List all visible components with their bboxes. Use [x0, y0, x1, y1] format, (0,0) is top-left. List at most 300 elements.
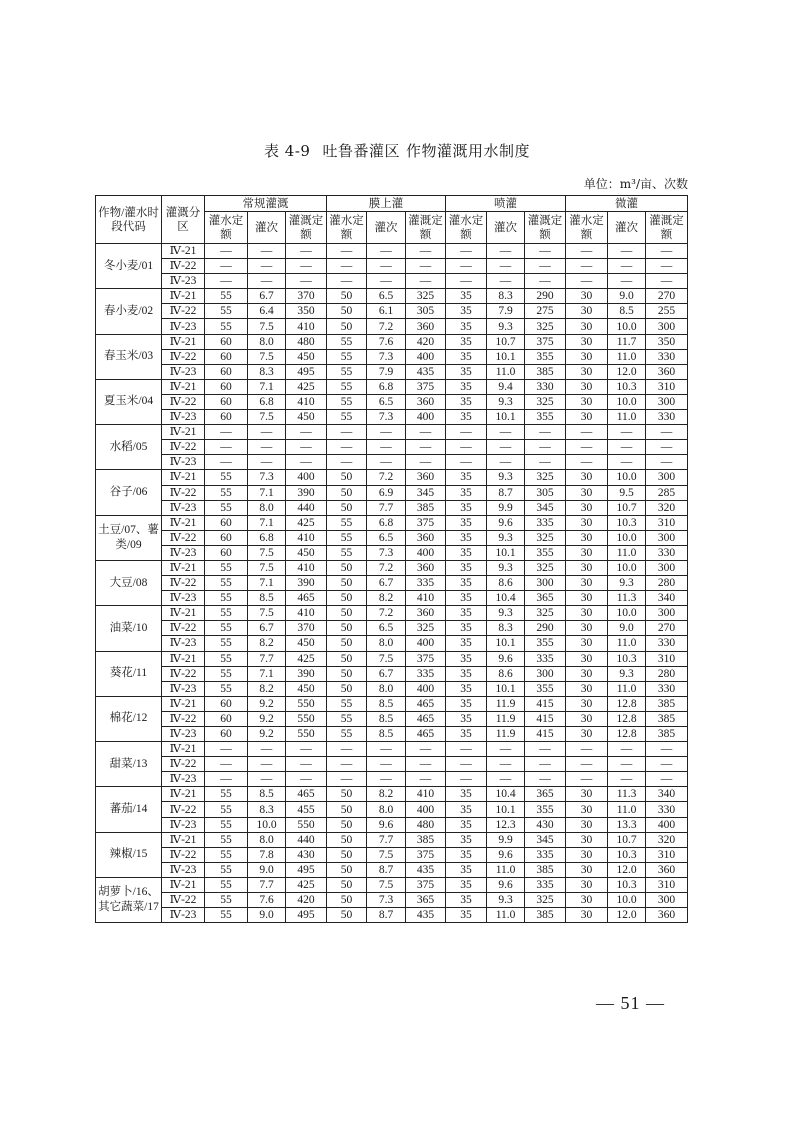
value-cell: 35 [446, 787, 487, 802]
value-cell: — [646, 742, 688, 757]
value-cell: 480 [286, 334, 327, 349]
value-cell: 50 [327, 651, 367, 666]
zone-cell: Ⅳ-21 [162, 606, 205, 621]
value-cell: 355 [525, 545, 566, 560]
value-cell: — [327, 440, 367, 455]
value-cell: 10.7 [608, 500, 646, 515]
sub-header-cell: 灌水定额 [446, 212, 487, 244]
value-cell: 55 [205, 304, 248, 319]
method-header: 微灌 [566, 196, 688, 212]
table-row [96, 802, 688, 817]
value-cell: 450 [286, 681, 327, 696]
value-cell: 35 [446, 908, 487, 923]
value-cell: 35 [446, 304, 487, 319]
value-cell: — [286, 772, 327, 787]
value-cell: 55 [327, 727, 367, 742]
value-cell: — [487, 274, 525, 289]
zone-cell: Ⅳ-22 [162, 802, 205, 817]
value-cell: 8.6 [487, 666, 525, 681]
zone-cell: Ⅳ-23 [162, 862, 205, 877]
value-cell: 30 [566, 304, 608, 319]
value-cell: — [205, 274, 248, 289]
value-cell: 35 [446, 621, 487, 636]
value-cell: 345 [525, 832, 566, 847]
value-cell: 310 [646, 379, 688, 394]
table-header [96, 196, 688, 244]
value-cell: 9.9 [487, 500, 525, 515]
zone-cell: Ⅳ-23 [162, 319, 205, 334]
value-cell: — [525, 274, 566, 289]
value-cell: 55 [205, 862, 248, 877]
value-cell: — [205, 440, 248, 455]
table-row [96, 470, 688, 485]
zone-cell: Ⅳ-21 [162, 334, 205, 349]
value-cell: — [566, 244, 608, 259]
value-cell: 55 [327, 379, 367, 394]
value-cell: — [367, 757, 406, 772]
value-cell: 50 [327, 470, 367, 485]
value-cell: 335 [525, 847, 566, 862]
value-cell: 30 [566, 621, 608, 636]
value-cell: 35 [446, 394, 487, 409]
value-cell: — [446, 455, 487, 470]
value-cell: 385 [406, 832, 446, 847]
value-cell: 8.2 [367, 787, 406, 802]
value-cell: — [248, 742, 286, 757]
value-cell: 55 [205, 470, 248, 485]
table-row [96, 244, 688, 259]
table-row [96, 289, 688, 304]
value-cell: 55 [205, 666, 248, 681]
value-cell: 10.0 [608, 470, 646, 485]
value-cell: 30 [566, 681, 608, 696]
table-row [96, 455, 688, 470]
zone-cell: Ⅳ-23 [162, 681, 205, 696]
value-cell: 6.7 [248, 621, 286, 636]
zone-cell: Ⅳ-21 [162, 425, 205, 440]
value-cell: 375 [406, 877, 446, 892]
value-cell: 60 [205, 334, 248, 349]
value-cell: 415 [525, 696, 566, 711]
value-cell: 12.0 [608, 908, 646, 923]
value-cell: — [248, 244, 286, 259]
sub-header-cell: 灌次 [608, 212, 646, 244]
table-row [96, 560, 688, 575]
value-cell: 7.7 [367, 500, 406, 515]
value-cell: 450 [286, 349, 327, 364]
sub-header-cell: 灌水定额 [327, 212, 367, 244]
value-cell: 9.5 [608, 485, 646, 500]
value-cell: — [205, 455, 248, 470]
value-cell: 11.0 [608, 681, 646, 696]
value-cell: 55 [205, 289, 248, 304]
value-cell: — [406, 274, 446, 289]
value-cell: 350 [286, 304, 327, 319]
value-cell: — [327, 742, 367, 757]
zone-cell: Ⅳ-21 [162, 651, 205, 666]
value-cell: — [367, 274, 406, 289]
value-cell: 11.3 [608, 591, 646, 606]
value-cell: 50 [327, 636, 367, 651]
value-cell: — [566, 455, 608, 470]
value-cell: 365 [525, 591, 566, 606]
value-cell: 370 [286, 621, 327, 636]
value-cell: 55 [205, 877, 248, 892]
value-cell: 10.3 [608, 847, 646, 862]
value-cell: — [248, 757, 286, 772]
value-cell: 9.3 [487, 530, 525, 545]
value-cell: 325 [406, 621, 446, 636]
value-cell: — [286, 742, 327, 757]
value-cell: 360 [646, 862, 688, 877]
value-cell: 285 [646, 485, 688, 500]
zone-cell: Ⅳ-22 [162, 394, 205, 409]
value-cell: 60 [205, 711, 248, 726]
value-cell: 300 [646, 606, 688, 621]
value-cell: 310 [646, 515, 688, 530]
value-cell: 55 [327, 696, 367, 711]
value-cell: — [608, 440, 646, 455]
value-cell: 9.3 [487, 394, 525, 409]
value-cell: 9.3 [487, 560, 525, 575]
value-cell: 450 [286, 636, 327, 651]
value-cell: — [566, 742, 608, 757]
value-cell: 435 [406, 364, 446, 379]
value-cell: 50 [327, 877, 367, 892]
value-cell: 8.5 [367, 727, 406, 742]
table-row [96, 636, 688, 651]
value-cell: 450 [286, 410, 327, 425]
value-cell: 30 [566, 379, 608, 394]
value-cell: 425 [286, 515, 327, 530]
value-cell: 9.3 [487, 319, 525, 334]
value-cell: 495 [286, 908, 327, 923]
value-cell: — [646, 455, 688, 470]
value-cell: — [646, 757, 688, 772]
value-cell: 30 [566, 394, 608, 409]
value-cell: 9.6 [487, 847, 525, 862]
value-cell: 8.7 [367, 908, 406, 923]
value-cell: 8.7 [367, 862, 406, 877]
value-cell: 325 [406, 289, 446, 304]
value-cell: — [487, 440, 525, 455]
value-cell: 9.2 [248, 696, 286, 711]
value-cell: 11.0 [608, 349, 646, 364]
value-cell: 400 [406, 802, 446, 817]
value-cell: 30 [566, 515, 608, 530]
value-cell: 7.5 [367, 877, 406, 892]
value-cell: 35 [446, 364, 487, 379]
value-cell: 365 [525, 787, 566, 802]
value-cell: — [487, 757, 525, 772]
value-cell: 300 [525, 666, 566, 681]
value-cell: 30 [566, 666, 608, 681]
value-cell: — [566, 425, 608, 440]
value-cell: 35 [446, 560, 487, 575]
table-row [96, 606, 688, 621]
value-cell: 325 [525, 530, 566, 545]
value-cell: — [286, 425, 327, 440]
value-cell: 6.8 [367, 515, 406, 530]
value-cell: — [646, 244, 688, 259]
value-cell: 330 [646, 636, 688, 651]
value-cell: — [286, 244, 327, 259]
table-row [96, 334, 688, 349]
value-cell: — [525, 440, 566, 455]
value-cell: 7.5 [248, 349, 286, 364]
value-cell: — [566, 440, 608, 455]
value-cell: — [487, 742, 525, 757]
zone-cell: Ⅳ-22 [162, 847, 205, 862]
value-cell: 60 [205, 696, 248, 711]
value-cell: 35 [446, 515, 487, 530]
value-cell: — [406, 440, 446, 455]
value-cell: 8.5 [367, 711, 406, 726]
value-cell: 330 [646, 349, 688, 364]
zone-column-header: 灌溉分区 [162, 196, 205, 244]
value-cell: 10.0 [608, 530, 646, 545]
value-cell: 60 [205, 394, 248, 409]
zone-cell: Ⅳ-21 [162, 289, 205, 304]
value-cell: — [608, 455, 646, 470]
value-cell: 8.0 [367, 636, 406, 651]
value-cell: 11.0 [608, 410, 646, 425]
value-cell: 310 [646, 651, 688, 666]
value-cell: 30 [566, 289, 608, 304]
value-cell: 320 [646, 500, 688, 515]
value-cell: — [646, 440, 688, 455]
unit-label: 单位：m³/亩、次数 [583, 177, 688, 191]
value-cell: 325 [525, 470, 566, 485]
value-cell: — [446, 244, 487, 259]
value-cell: — [608, 259, 646, 274]
value-cell: — [406, 742, 446, 757]
value-cell: — [327, 455, 367, 470]
value-cell: 8.0 [367, 802, 406, 817]
table-row [96, 379, 688, 394]
value-cell: — [327, 757, 367, 772]
value-cell: 35 [446, 893, 487, 908]
value-cell: 55 [205, 681, 248, 696]
value-cell: — [286, 440, 327, 455]
value-cell: 55 [327, 515, 367, 530]
value-cell: 9.6 [487, 651, 525, 666]
value-cell: 325 [525, 319, 566, 334]
value-cell: 55 [205, 606, 248, 621]
value-cell: — [646, 772, 688, 787]
value-cell: 550 [286, 817, 327, 832]
table-row [96, 440, 688, 455]
value-cell: 30 [566, 727, 608, 742]
value-cell: 550 [286, 696, 327, 711]
value-cell: — [286, 757, 327, 772]
value-cell: 35 [446, 877, 487, 892]
table-row [96, 304, 688, 319]
value-cell: — [566, 757, 608, 772]
value-cell: 7.5 [367, 847, 406, 862]
value-cell: — [487, 772, 525, 787]
crop-name-cell: 油菜/10 [96, 606, 162, 651]
value-cell: 385 [646, 727, 688, 742]
value-cell: — [525, 455, 566, 470]
value-cell: 410 [406, 591, 446, 606]
value-cell: 300 [646, 394, 688, 409]
value-cell: 6.8 [367, 379, 406, 394]
value-cell: 300 [525, 576, 566, 591]
value-cell: 355 [525, 349, 566, 364]
value-cell: 8.6 [487, 576, 525, 591]
value-cell: 50 [327, 319, 367, 334]
table-row [96, 666, 688, 681]
value-cell: 50 [327, 289, 367, 304]
crop-name-cell: 土豆/07、薯类/09 [96, 515, 162, 560]
table-region: 吐鲁番灌区 [322, 142, 400, 160]
value-cell: 12.8 [608, 727, 646, 742]
value-cell: 400 [406, 349, 446, 364]
table-number: 表 4-9 [264, 142, 311, 160]
value-cell: 290 [525, 289, 566, 304]
value-cell: 465 [286, 591, 327, 606]
value-cell: 385 [525, 364, 566, 379]
value-cell: — [525, 244, 566, 259]
value-cell: 55 [205, 847, 248, 862]
value-cell: 55 [205, 500, 248, 515]
value-cell: 30 [566, 560, 608, 575]
value-cell: — [327, 274, 367, 289]
zone-cell: Ⅳ-21 [162, 787, 205, 802]
value-cell: 30 [566, 334, 608, 349]
value-cell: 410 [286, 560, 327, 575]
value-cell: — [446, 440, 487, 455]
value-cell: 340 [646, 591, 688, 606]
value-cell: 10.1 [487, 802, 525, 817]
value-cell: 60 [205, 349, 248, 364]
table-row [96, 485, 688, 500]
value-cell: — [608, 244, 646, 259]
value-cell: 8.0 [367, 681, 406, 696]
value-cell: 10.1 [487, 681, 525, 696]
value-cell: 10.3 [608, 651, 646, 666]
sub-header-cell: 灌溉定额 [286, 212, 327, 244]
value-cell: 35 [446, 289, 487, 304]
value-cell: — [566, 274, 608, 289]
value-cell: 30 [566, 711, 608, 726]
sub-header-cell: 灌次 [248, 212, 286, 244]
value-cell: 6.8 [248, 530, 286, 545]
zone-cell: Ⅳ-22 [162, 304, 205, 319]
table-row [96, 651, 688, 666]
value-cell: — [367, 425, 406, 440]
value-cell: 320 [646, 832, 688, 847]
value-cell: 7.5 [248, 410, 286, 425]
zone-cell: Ⅳ-21 [162, 244, 205, 259]
value-cell: — [525, 772, 566, 787]
value-cell: 415 [525, 711, 566, 726]
zone-cell: Ⅳ-21 [162, 560, 205, 575]
zone-cell: Ⅳ-21 [162, 696, 205, 711]
value-cell: 35 [446, 832, 487, 847]
value-cell: 10.0 [248, 817, 286, 832]
table-row [96, 727, 688, 742]
value-cell: 50 [327, 500, 367, 515]
value-cell: — [566, 772, 608, 787]
value-cell: 50 [327, 591, 367, 606]
value-cell: 430 [286, 847, 327, 862]
value-cell: 7.3 [367, 410, 406, 425]
value-cell: 10.3 [608, 379, 646, 394]
value-cell: 400 [406, 410, 446, 425]
value-cell: — [646, 259, 688, 274]
crop-name-cell: 蕃茄/14 [96, 787, 162, 832]
value-cell: 30 [566, 349, 608, 364]
zone-cell: Ⅳ-21 [162, 742, 205, 757]
crop-name-cell: 大豆/08 [96, 560, 162, 605]
value-cell: — [205, 244, 248, 259]
table-title [0, 140, 794, 161]
crop-name-cell: 夏玉米/04 [96, 379, 162, 424]
value-cell: 6.7 [367, 666, 406, 681]
value-cell: 385 [525, 908, 566, 923]
value-cell: 9.6 [367, 817, 406, 832]
value-cell: 55 [205, 893, 248, 908]
table-row [96, 394, 688, 409]
value-cell: 11.0 [487, 908, 525, 923]
value-cell: 7.6 [367, 334, 406, 349]
value-cell: 390 [286, 576, 327, 591]
value-cell: 30 [566, 576, 608, 591]
value-cell: 12.8 [608, 696, 646, 711]
value-cell: 6.7 [248, 289, 286, 304]
value-cell: 410 [286, 319, 327, 334]
sub-header-cell: 灌溉定额 [406, 212, 446, 244]
zone-cell: Ⅳ-22 [162, 666, 205, 681]
crop-name-cell: 辣椒/15 [96, 832, 162, 877]
table-row [96, 817, 688, 832]
value-cell: 55 [205, 319, 248, 334]
value-cell: — [608, 425, 646, 440]
value-cell: 9.6 [487, 877, 525, 892]
value-cell: 8.5 [608, 304, 646, 319]
value-cell: 400 [406, 545, 446, 560]
value-cell: 35 [446, 802, 487, 817]
value-cell: 455 [286, 802, 327, 817]
value-cell: 390 [286, 485, 327, 500]
value-cell: 30 [566, 636, 608, 651]
zone-cell: Ⅳ-22 [162, 349, 205, 364]
value-cell: — [248, 772, 286, 787]
value-cell: 7.9 [487, 304, 525, 319]
zone-cell: Ⅳ-21 [162, 832, 205, 847]
value-cell: 55 [327, 334, 367, 349]
sub-header-cell: 灌溉定额 [646, 212, 688, 244]
value-cell: 7.2 [367, 470, 406, 485]
value-cell: — [487, 244, 525, 259]
method-header: 常规灌溉 [205, 196, 327, 212]
value-cell: 11.0 [487, 364, 525, 379]
value-cell: 10.3 [608, 515, 646, 530]
value-cell: 335 [525, 651, 566, 666]
table-row [96, 425, 688, 440]
value-cell: 300 [646, 319, 688, 334]
value-cell: 60 [205, 727, 248, 742]
value-cell: 50 [327, 304, 367, 319]
crop-column-header: 作物/灌水时段代码 [96, 196, 162, 244]
table-row [96, 545, 688, 560]
value-cell: 30 [566, 364, 608, 379]
value-cell: 35 [446, 485, 487, 500]
value-cell: 440 [286, 832, 327, 847]
value-cell: 430 [525, 817, 566, 832]
